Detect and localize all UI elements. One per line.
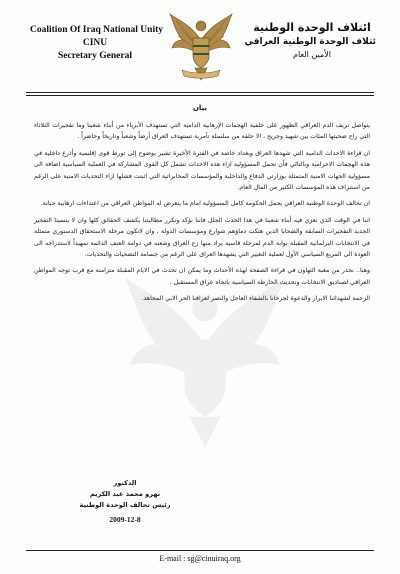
- office-title-arabic: الأمين العام: [292, 50, 332, 59]
- signatory-title: الدكتور: [113, 479, 137, 487]
- statement-date: 2009-12-8: [109, 515, 141, 524]
- statement-body: [34, 120, 370, 310]
- header-divider-top: [26, 92, 374, 93]
- footer-email: E-mail : sg@cinuiraq.org: [159, 554, 241, 563]
- office-title-english: Secretary General: [58, 51, 132, 61]
- footer-divider: [26, 550, 374, 551]
- signatory-name: نهرو محمد عبد الكريم: [89, 490, 161, 498]
- paragraph: الرحمة لشهدائنا الابرار والدعوة لجرحانا بالشفاء العاجل والنصر لعراقنا الحر الابي المجاهد.: [141, 295, 370, 303]
- paragraph: ان تحالف الوحدة الوطنية العراقي يحمل الحكومة كامل المسؤولية امام ما يتعرض له المواطن العراقي من اعتداءات ارهابية جبانة.: [40, 200, 370, 208]
- english-letterhead: [30, 24, 164, 63]
- paragraph: ان قراءة الاحداث الدامية التي شهدها العراق وبغداد خاصة في الفترة الأخيرة تشير بوضوح إلى تورط قوى إقليمية وأذرع داخلية في هذه الهجمات الاجرامية وبالتالي فأن تحمل المسؤولية ازاء هذه الاحداث تشمل كل القوى المشاركة في العملية السياسية اضافة الى مسؤولية الجهات الامنية المتمثلة بوزارتي الدفاع والداخلية والمؤسسات المخابراتية التي اثبتت فشلها ازاء التحديات الامنية على الرغم من استنزاف هذه المؤسسات الكثير من المال العام.: [34, 149, 370, 192]
- paragraph: وهنا.. نحذر من مغبة التهاون في قراءة الصفحة لهذه الأحداث وما يمكن ان تحدث في الايام المقبلة متزامنة مع قرب توجه المواطن العراقي لصناديق الانتخابات وتحديث الخارطة السياسية باتجاه عراق المستقبل .: [34, 267, 370, 286]
- signatory-position: رئيس تحالف الوحدة الوطنية: [79, 501, 171, 509]
- organization-name-arabic: ائتلاف الوحدة الوطنية: [253, 21, 371, 34]
- arabic-letterhead: [244, 20, 376, 61]
- eagle-emblem-icon: [168, 10, 234, 82]
- paragraph: اننا في الوقت الذي نعزي فيه أبناء شعبنا في هذا الحدث الجلل فاننا نؤكد ونكرر مطالبتنا بكشف الحقائق كلها وان لا ينسينا التفجير الجديد التفجيرات السابقة والضحايا الذين هتكت دماؤهم شوارع ومؤسسات الدولة ، وان لاتكون مرحلة الاستحقاق الدستوري متمثلة في الانتخابات البرلمانية المقبلة بوابة الدم لمرحلة قاسية يراد منها زج العراق وشعبه في دوامة العنف الدائمة تمهيداً لاستدراجه الى العودة الى المربع السياسي الأول لعملية التغيير التي يشهدها العراق على الرغم من جسامة التضحيات والتحديات.: [34, 216, 370, 259]
- organization-acronym: CINU: [82, 38, 108, 48]
- organization-subtitle-arabic: ئتلاف الوحدة الوطنية العراقي: [244, 37, 376, 47]
- paragraph: يتواصل نزيف الدم العراقي الطهور على خلفية الهجمات الإرهابية الدامية التي تستهدف الأبرياء من أبناء شعبنا وما تفجيرات الثلاثاء التي راح ضحيتها المئات بين شهيد وجريح ، الا حلقة من سلسلة تآمرية تستهدف العراق أرضاً وشعباً وتاريخاً وحاضراً .: [34, 122, 370, 141]
- signature-block: [60, 478, 190, 525]
- header-divider-bottom: [26, 95, 374, 96]
- organization-name-english: Coalition Of Iraq National Unity: [30, 25, 164, 35]
- statement-title: بيان: [192, 104, 208, 112]
